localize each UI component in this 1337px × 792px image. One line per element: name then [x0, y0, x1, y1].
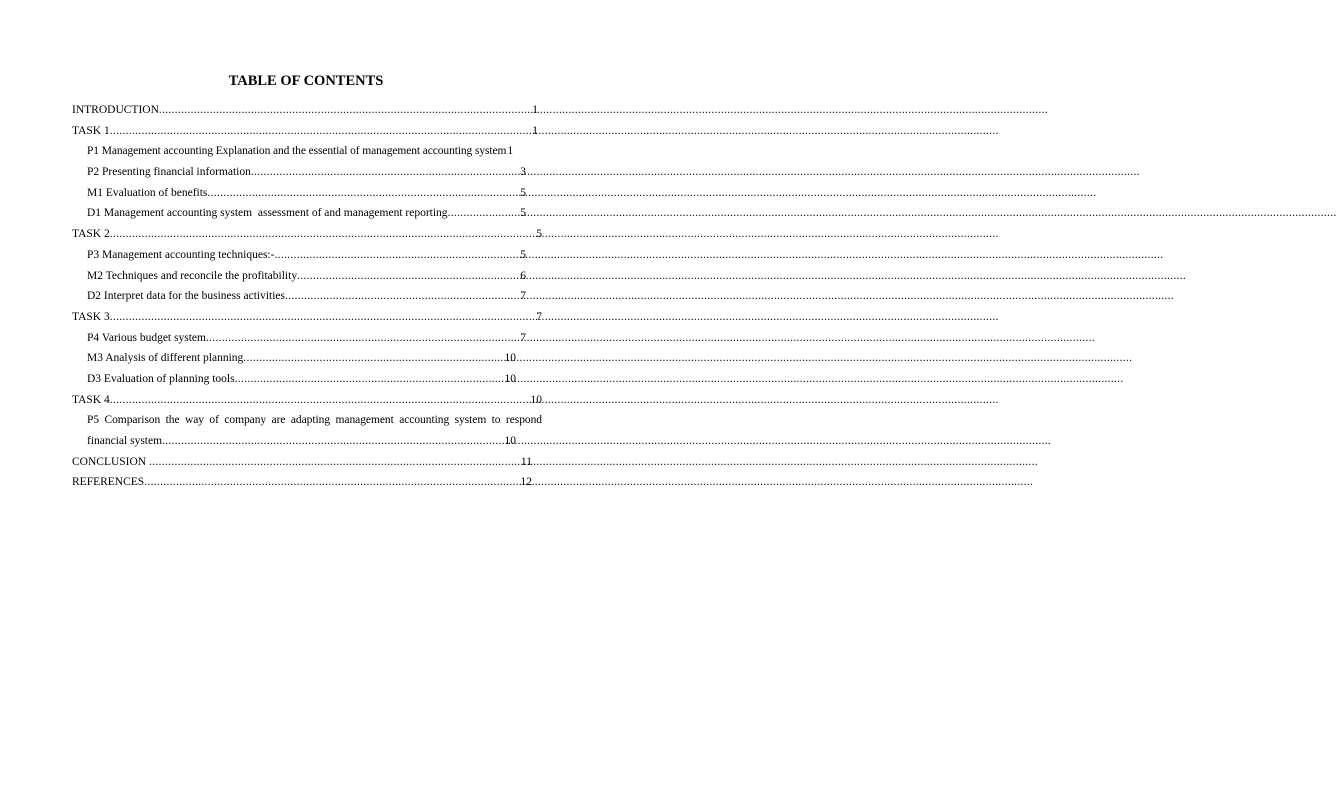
- toc-entry-introduction[interactable]: [72, 100, 542, 121]
- toc-entry-p2[interactable]: [72, 162, 542, 183]
- toc-entry-label: TASK 4: [72, 393, 110, 406]
- toc-entry-references[interactable]: [72, 472, 542, 493]
- toc-entry-label: P1 Management accounting Explanation and the essential of management accounting system: [87, 145, 507, 158]
- toc-dot-leader: [149, 452, 520, 473]
- toc-dot-leader: [285, 286, 519, 307]
- toc-dot-leader: [251, 162, 519, 183]
- toc-page-number: 11: [520, 455, 532, 468]
- toc-page-number: 10: [504, 352, 516, 365]
- toc-entry-task-4[interactable]: [72, 390, 542, 411]
- toc-dot-leader: [110, 121, 532, 142]
- toc-page-number: 5: [536, 228, 542, 241]
- toc-dot-leader: [206, 328, 519, 349]
- toc-entry-label: D1 Management accounting system assessment of and management reporting: [87, 207, 448, 220]
- toc-entry-label-line-1: P5 Comparison the way of company are adapting management accounting system to respond: [87, 414, 542, 427]
- toc-entry-label: CONCLUSION: [72, 455, 149, 468]
- toc-page-number: 7: [520, 290, 526, 303]
- toc-page-number: 6: [520, 269, 526, 282]
- toc-page-number: 12: [520, 476, 532, 489]
- toc-entry-label: M1 Evaluation of benefits: [87, 186, 208, 199]
- toc-dot-leader: [235, 369, 504, 390]
- toc-dot-leader: [162, 431, 503, 452]
- table-of-contents: [72, 100, 542, 493]
- toc-page-number: 7: [520, 331, 526, 344]
- toc-dot-leader: [110, 390, 530, 411]
- toc-dot-leader: [110, 224, 536, 245]
- toc-page-number: 10: [504, 435, 516, 447]
- toc-page-number: 10: [504, 372, 516, 385]
- toc-page-number: 10: [530, 393, 542, 406]
- toc-entry-task-2[interactable]: [72, 224, 542, 245]
- toc-entry-m1[interactable]: [72, 183, 542, 204]
- toc-entry-label: P4 Various budget system: [87, 331, 206, 344]
- toc-page-number: 5: [520, 248, 526, 261]
- toc-page-number: 5: [520, 186, 526, 199]
- toc-entry-m3[interactable]: [72, 348, 542, 369]
- toc-entry-conclusion[interactable]: [72, 452, 542, 473]
- toc-entry-p3[interactable]: [72, 245, 542, 266]
- toc-page-number: 7: [536, 310, 542, 323]
- toc-page-number: 1: [532, 104, 538, 116]
- toc-entry-label-line-2: financial system: [87, 435, 163, 447]
- toc-dot-leader: [144, 472, 519, 493]
- toc-page-number: 1: [507, 145, 514, 158]
- toc-entry-label: P2 Presenting financial information: [87, 166, 251, 179]
- toc-entry-p4[interactable]: [72, 328, 542, 349]
- toc-dot-leader: [110, 307, 536, 328]
- toc-page-number: 3: [520, 166, 526, 179]
- toc-entry-task-1[interactable]: [72, 121, 542, 142]
- toc-entry-d2[interactable]: [72, 286, 542, 307]
- toc-entry-label: M2 Techniques and reconcile the profitability: [87, 269, 298, 282]
- toc-entry-task-3[interactable]: [72, 307, 542, 328]
- toc-entry-m2[interactable]: [72, 266, 542, 287]
- toc-entry-label: TASK 2: [72, 228, 110, 241]
- toc-entry-p5[interactable]: [72, 410, 542, 451]
- toc-page-number: 1: [532, 124, 538, 137]
- toc-entry-label: TASK 1: [72, 124, 110, 137]
- toc-dot-leader: [297, 266, 519, 287]
- toc-entry-d3[interactable]: [72, 369, 542, 390]
- toc-entry-label: M3 Analysis of different planning: [87, 352, 244, 365]
- toc-entry-continuation: [87, 431, 542, 452]
- toc-entry-label: INTRODUCTION: [72, 104, 159, 116]
- toc-entry-d1[interactable]: [72, 203, 542, 224]
- page-title: TABLE OF CONTENTS: [228, 73, 384, 89]
- toc-entry-p1[interactable]: [72, 141, 542, 162]
- toc-dot-leader: [159, 100, 531, 121]
- toc-entry-label: P3 Management accounting techniques:-: [87, 248, 275, 261]
- toc-dot-leader: [207, 183, 519, 204]
- toc-dot-leader: [448, 203, 520, 224]
- toc-entry-label: D2 Interpret data for the business activities: [87, 290, 285, 303]
- toc-dot-leader: [274, 245, 519, 266]
- toc-entry-label: TASK 3: [72, 310, 110, 323]
- toc-page-number: 5: [520, 207, 526, 220]
- toc-entry-label: REFERENCES: [72, 476, 145, 489]
- document-page: [0, 0, 612, 792]
- toc-dot-leader: [243, 348, 503, 369]
- toc-entry-label: D3 Evaluation of planning tools: [87, 372, 235, 385]
